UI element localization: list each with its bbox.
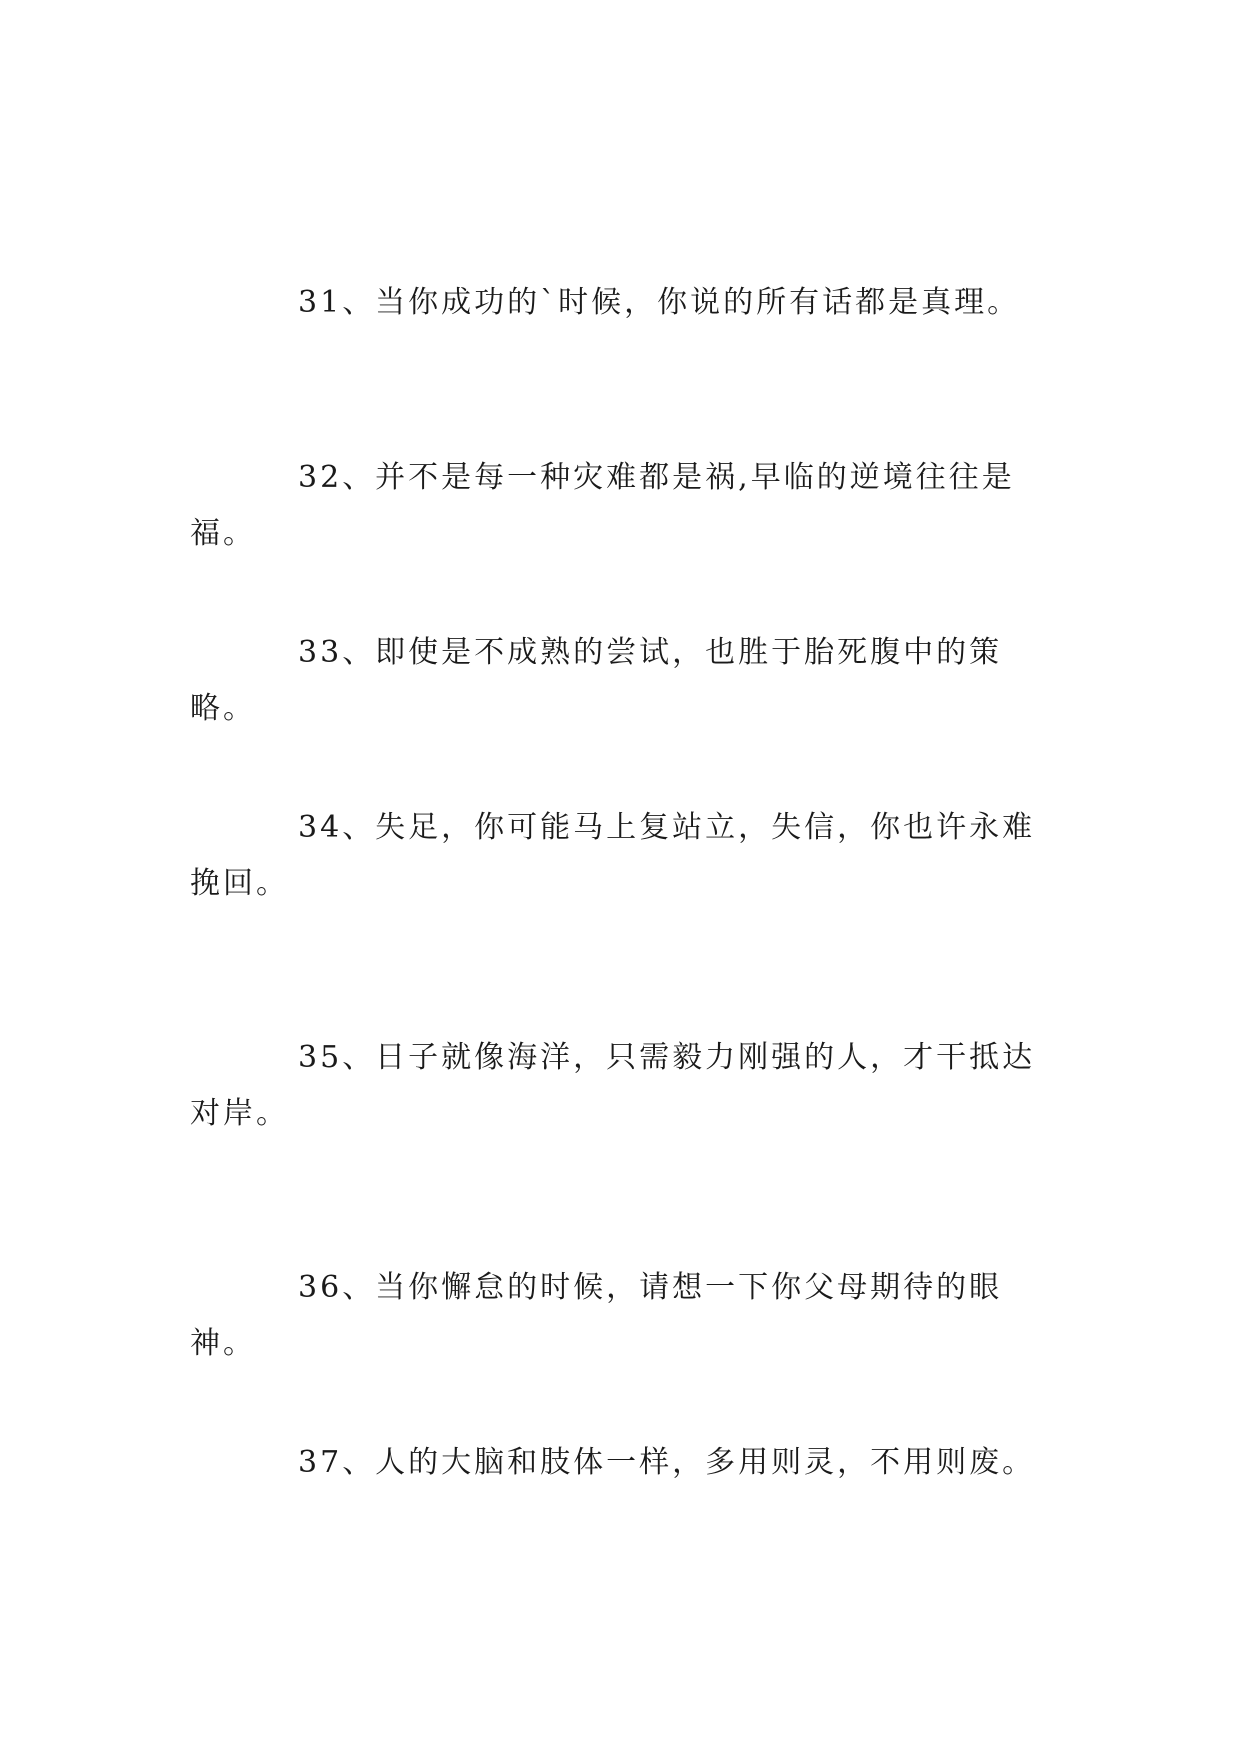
quote-text: 、日子就像海洋，只需毅力刚强的人，才干抵达对岸。	[190, 1040, 1036, 1131]
quote-number: 36	[298, 1270, 343, 1305]
quote-number: 34	[298, 810, 343, 845]
quote-text: 、人的大脑和肢体一样，多用则灵，不用则废。	[342, 1445, 1036, 1480]
quote-number: 33	[298, 635, 343, 670]
quote-paragraph	[190, 1030, 1050, 1142]
quote-paragraph	[190, 275, 1050, 331]
quote-paragraph	[190, 1260, 1050, 1372]
quote-text: 、当你懈怠的时候，请想一下你父母期待的眼神。	[190, 1270, 1003, 1361]
quote-paragraph	[190, 800, 1050, 912]
quote-text: 、即使是不成熟的尝试，也胜于胎死腹中的策略。	[190, 635, 1003, 726]
quote-number: 32	[298, 460, 343, 495]
quote-text: 、失足，你可能马上复站立，失信，你也许永难挽回。	[190, 810, 1036, 901]
quote-text: 、当你成功的`时候，你说的所有话都是真理。	[342, 285, 1021, 320]
quote-text: 、并不是每一种灾难都是祸,早临的逆境往往是福。	[190, 460, 1015, 551]
quote-paragraph	[190, 625, 1050, 737]
quote-paragraph	[190, 450, 1050, 562]
quote-number: 37	[298, 1445, 343, 1480]
quote-number: 31	[298, 285, 343, 320]
quote-number: 35	[298, 1040, 343, 1075]
quote-paragraph	[190, 1435, 1050, 1491]
